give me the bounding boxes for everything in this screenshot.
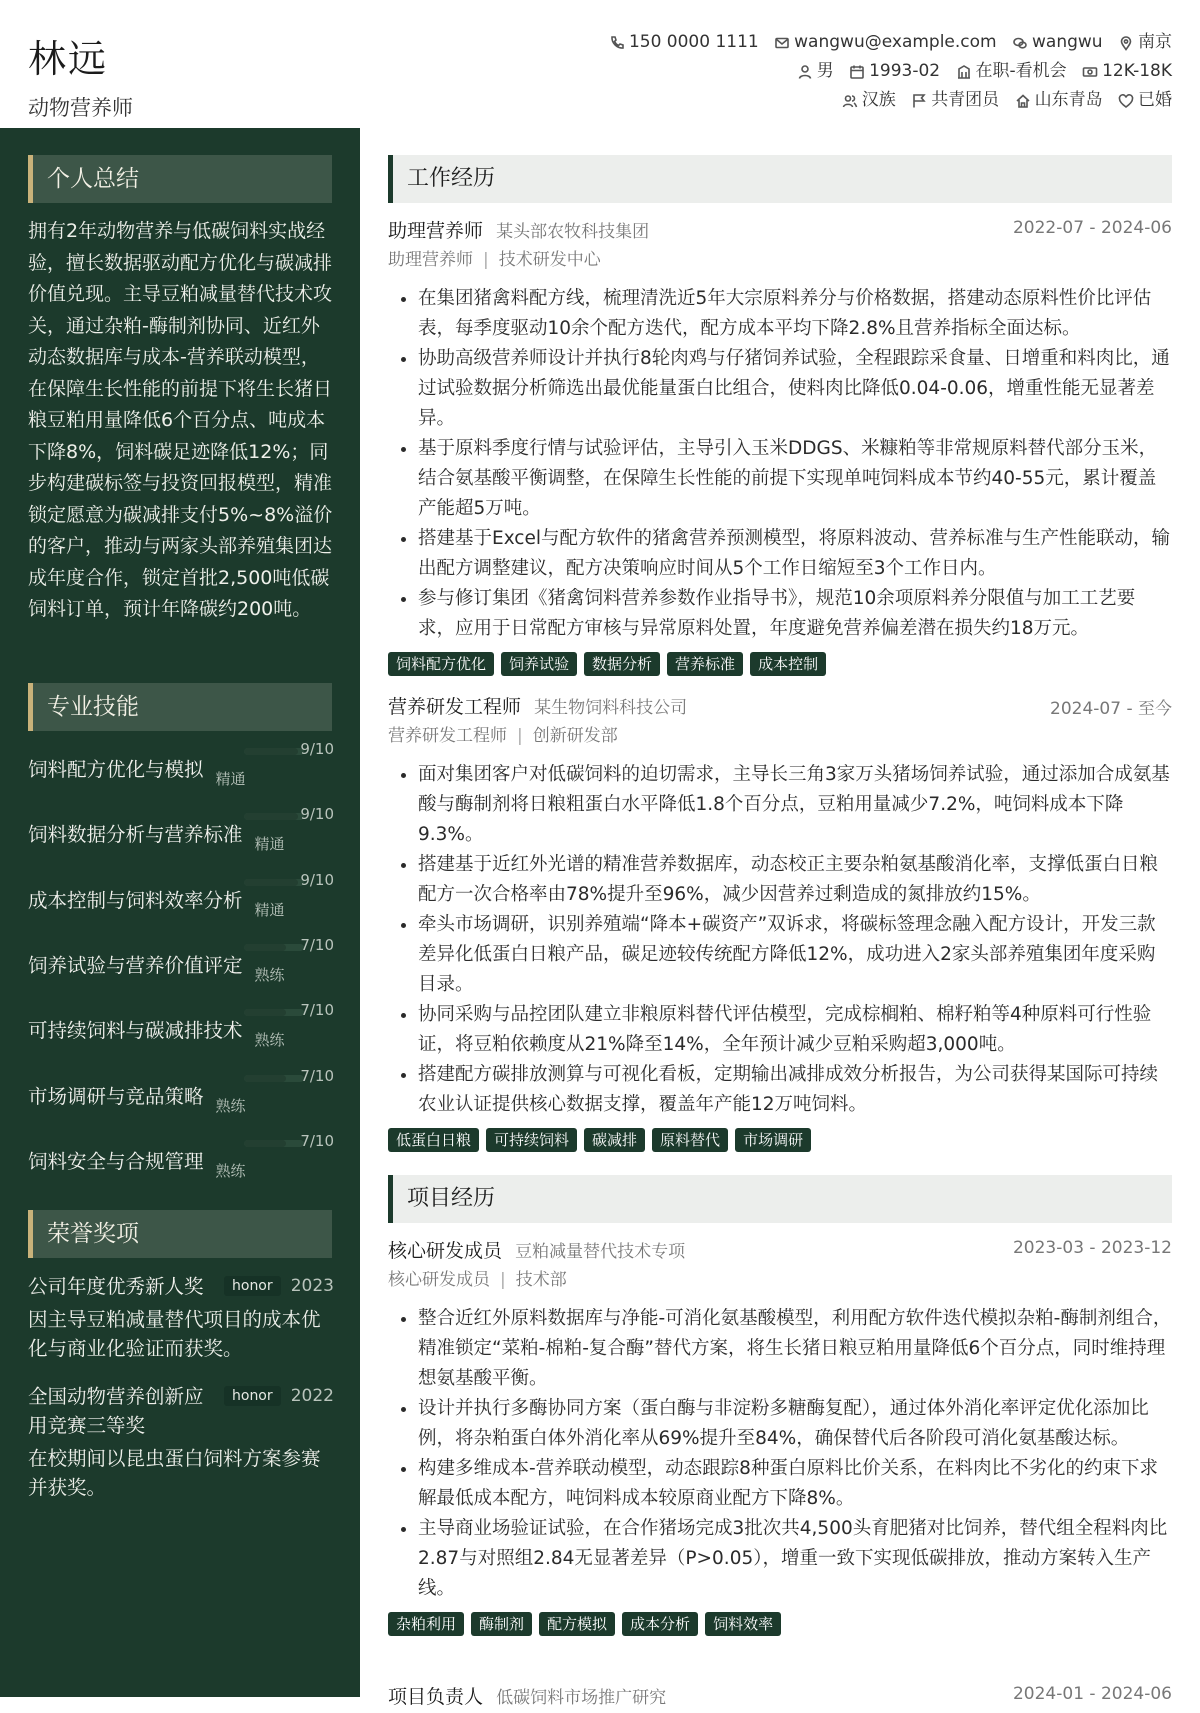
job-bullets bbox=[388, 284, 1172, 644]
tag-list bbox=[388, 652, 1172, 676]
skill-bar bbox=[244, 1009, 304, 1016]
job-company: 某生物饲料科技公司 bbox=[534, 698, 688, 718]
project-date: 2023-03 - 2023-12 bbox=[1012, 1238, 1172, 1258]
wechat-icon bbox=[1012, 35, 1028, 51]
tag: 数据分析 bbox=[584, 652, 660, 676]
project-bullets bbox=[388, 1304, 1172, 1604]
honor-desc: 因主导豆粕减量替代项目的成本优化与商业化验证而获奖。 bbox=[28, 1308, 321, 1360]
skill-item bbox=[28, 740, 334, 800]
sidebar bbox=[0, 128, 360, 1697]
tag: 原料替代 bbox=[652, 1128, 728, 1152]
bullet-item: • 参与修订集团《猪禽饲料营养参数作业指导书》，规范10余项原料养分限值与加工工艺要求，应用于日常配方审核与异常原料处置，年度避免营养偏差潜在损失约18万元。 bbox=[418, 584, 1172, 644]
tag-list bbox=[388, 1612, 1172, 1636]
skill-level: 熟练 bbox=[215, 1096, 246, 1115]
skill-score: 9/10 bbox=[300, 740, 334, 758]
tag: 成本分析 bbox=[622, 1612, 698, 1636]
tag: 饲料配方优化 bbox=[388, 652, 494, 676]
tag: 酶制剂 bbox=[471, 1612, 532, 1636]
bullet-item: • 协助高级营养师设计并执行8轮肉鸡与仔猪饲养试验，全程跟踪采食量、日增重和料肉比，通过试验数据分析筛选出最优能量蛋白比组合，使料肉比降低0.04-0.06，增重性能无显著差异。 bbox=[418, 344, 1172, 434]
job-header bbox=[388, 692, 1172, 723]
honor-badge: honor bbox=[224, 1386, 281, 1406]
bullet-item: • 牵头市场调研，识别养殖端“降本+碳资产”双诉求，将碳标签理念融入配方设计，开发三款差异化低蛋白日粮产品，碳足迹较传统配方降低12%，成功进入2家头部养殖集团年度采购目录。 bbox=[418, 910, 1172, 1000]
skill-bar bbox=[244, 1075, 304, 1082]
marital-item: 已婚 bbox=[1118, 86, 1172, 115]
job-header bbox=[388, 216, 1172, 247]
bullet-item: • 搭建基于近红外光谱的精准营养数据库，动态校正主要杂粕氨基酸消化率，支撑低蛋白日粮配方一次合格率由78%提升至96%，减少因营养过剩造成的氮排放约15%。 bbox=[418, 850, 1172, 910]
bullet-item: • 基于原料季度行情与试验评估，主导引入玉米DDGS、米糠粕等非常规原料替代部分玉米，结合氨基酸平衡调整，在保障生长性能的前提下实现单吨饲料成本节约40-55元，累计覆盖产能超5万吨。 bbox=[418, 434, 1172, 524]
tag: 饲养试验 bbox=[501, 652, 577, 676]
skill-bar-fill bbox=[244, 748, 298, 755]
money-icon bbox=[1082, 64, 1098, 80]
bullet-item: • 主导商业场验证试验，在合作猪场完成3批次共4,500头育肥猪对比饲养，替代组全程料肉比2.87与对照组2.84无显著差异（P>0.05），增重一致下实现低碳排放，推动方案转入生产线。 bbox=[418, 1514, 1172, 1604]
honor-desc: 在校期间以昆虫蛋白饲料方案参赛并获奖。 bbox=[28, 1447, 321, 1499]
wechat-item: wangwu bbox=[1012, 28, 1103, 57]
project-role: 核心研发成员 bbox=[388, 1240, 503, 1262]
flag-icon bbox=[911, 93, 927, 109]
separator: | bbox=[483, 250, 489, 270]
project-section-title: 项目经历 bbox=[388, 1175, 1172, 1223]
status-item: 在职-看机会 bbox=[956, 57, 1067, 86]
skill-level: 精通 bbox=[254, 900, 285, 919]
tag: 配方模拟 bbox=[539, 1612, 615, 1636]
skill-bar-fill bbox=[244, 1009, 286, 1016]
project-name: 豆粕减量替代技术专项 bbox=[515, 1242, 686, 1262]
skill-name: 饲养试验与营养价值评定 bbox=[28, 953, 243, 977]
job-subtitle bbox=[388, 723, 1172, 754]
job-company: 某头部农牧科技集团 bbox=[496, 222, 650, 242]
job-title: 助理营养师 bbox=[388, 220, 484, 242]
honor-title: 公司年度优秀新人奖 bbox=[28, 1275, 204, 1298]
skill-name: 饲料数据分析与营养标准 bbox=[28, 823, 243, 847]
job-date: 2022-07 - 2024-06 bbox=[1012, 218, 1172, 238]
resume-header bbox=[0, 0, 1200, 128]
bullet-item: • 协同采购与品控团队建立非粮原料替代评估模型，完成棕榈粕、棉籽粕等4种原料可行性验证，将豆粕依赖度从21%降至14%，全年预计减少豆粕采购超3,000吨。 bbox=[418, 1000, 1172, 1060]
tag: 饲料效率 bbox=[705, 1612, 781, 1636]
honor-year: 2022 bbox=[290, 1386, 334, 1406]
calendar-icon bbox=[849, 64, 865, 80]
email-item: wangwu@example.com bbox=[774, 28, 996, 57]
skill-item bbox=[28, 936, 334, 996]
skill-name: 可持续饲料与碳减排技术 bbox=[28, 1019, 243, 1043]
skill-level: 熟练 bbox=[254, 965, 285, 984]
skill-item bbox=[28, 1067, 334, 1127]
ethnicity-item: 汉族 bbox=[842, 86, 896, 115]
skill-level: 熟练 bbox=[215, 1161, 246, 1180]
honor-badge: honor bbox=[224, 1276, 281, 1296]
tag: 成本控制 bbox=[750, 652, 826, 676]
tag-list bbox=[388, 1128, 1172, 1152]
job-dept: 技术研发中心 bbox=[498, 250, 601, 270]
skill-name: 饲料配方优化与模拟 bbox=[28, 758, 204, 781]
skill-item bbox=[28, 1001, 334, 1061]
bullet-item: • 在集团猪禽料配方线，梳理清洗近5年大宗原料养分与价格数据，搭建动态原料性价比评估表，每季度驱动10余个配方迭代，配方成本平均下降2.8%且营养指标全面达标。 bbox=[418, 284, 1172, 344]
skill-item bbox=[28, 871, 334, 931]
politics-item: 共青团员 bbox=[911, 86, 999, 115]
job-dept: 创新研发部 bbox=[532, 726, 618, 746]
skill-item bbox=[28, 1132, 334, 1192]
honor-year: 2023 bbox=[290, 1276, 334, 1296]
birth-item: 1993-02 bbox=[849, 57, 940, 86]
skill-bar-fill bbox=[244, 944, 286, 951]
job-entry bbox=[388, 692, 1172, 1152]
info-row-1 bbox=[599, 28, 1172, 57]
job-position: 营养研发工程师 bbox=[388, 726, 507, 746]
tag: 低蛋白日粮 bbox=[388, 1128, 479, 1152]
bullet-item: • 设计并执行多酶协同方案（蛋白酶与非淀粉多糖酶复配），通过体外消化率评定优化添加比例，将杂粕蛋白体外消化率从69%提升至84%，确保替代后各阶段可消化氨基酸达标。 bbox=[418, 1394, 1172, 1454]
honor-item bbox=[28, 1272, 334, 1363]
salary-item: 12K-18K bbox=[1082, 57, 1172, 86]
skill-score: 7/10 bbox=[300, 1131, 334, 1150]
skill-level: 精通 bbox=[215, 770, 246, 788]
project-date: 2024-01 - 2024-06 bbox=[1012, 1684, 1172, 1704]
skill-bar bbox=[244, 1140, 304, 1147]
hometown-item: 山东青岛 bbox=[1015, 86, 1103, 115]
bullet-item: • 搭建配方碳排放测算与可视化看板，定期输出减排成效分析报告，为公司获得某国际可持续农业认证提供核心数据支撑，覆盖年产能12万吨饲料。 bbox=[418, 1060, 1172, 1120]
project-header bbox=[388, 1682, 1172, 1713]
bullet-item: • 搭建基于Excel与配方软件的猪禽营养预测模型，将原料波动、营养标准与生产性能联动，输出配方调整建议，配方决策响应时间从5个工作日缩短至3个工作日内。 bbox=[418, 524, 1172, 584]
skill-score: 7/10 bbox=[300, 935, 334, 954]
person-icon bbox=[797, 64, 813, 80]
summary-text: 拥有2年动物营养与低碳饲料实战经验，擅长数据驱动配方优化与碳减排价值兑现。主导豆粕减量替代技术攻关，通过杂粕-酶制剂协同、近红外动态数据库与成本-营养联动模型，在保障生长性能的前提下将生长猪日粮豆粕用量降低6个百分点、吨成本下降8%，饲料碳足迹降低12%；同步构建碳标签与投资回报模型，精准锁定愿意为碳减排支付5%~8%溢价的客户，推动与两家头部养殖集团达成年度合作，锁定首批2,500吨低碳饲料订单，预计年降碳约200吨。 bbox=[28, 220, 333, 620]
phone-icon bbox=[609, 35, 625, 51]
project-role: 项目负责人 bbox=[388, 1686, 484, 1708]
job-title: 营养研发工程师 bbox=[388, 696, 522, 718]
project-header bbox=[388, 1236, 1172, 1267]
skill-item bbox=[28, 805, 334, 865]
honors-section-title: 荣誉奖项 bbox=[28, 1210, 332, 1258]
tag: 杂粕利用 bbox=[388, 1612, 464, 1636]
info-row-3 bbox=[599, 86, 1172, 115]
skill-score: 9/10 bbox=[300, 805, 334, 824]
skill-bar bbox=[244, 748, 304, 755]
skill-bar-fill bbox=[244, 813, 298, 820]
summary-section-title: 个人总结 bbox=[28, 155, 332, 203]
job-entry bbox=[388, 216, 1172, 676]
skill-level: 精通 bbox=[254, 835, 285, 854]
job-bullets bbox=[388, 760, 1172, 1120]
bullet-item: • 构建多维成本-营养联动模型，动态跟踪8种蛋白原料比价关系，在料肉比不劣化的约束下求解最低成本配方，吨饲料成本较原商业配方下降8%。 bbox=[418, 1454, 1172, 1514]
contact-info bbox=[599, 28, 1172, 115]
tag: 可持续饲料 bbox=[486, 1128, 577, 1152]
candidate-name: 林远 bbox=[28, 37, 109, 81]
job-position: 助理营养师 bbox=[388, 250, 473, 270]
mail-icon bbox=[774, 35, 790, 51]
city-item: 南京 bbox=[1118, 28, 1172, 57]
home-icon bbox=[1015, 93, 1031, 109]
honor-title: 全国动物营养创新应用竞赛三等奖 bbox=[28, 1385, 204, 1437]
bullet-item: • 整合近红外原料数据库与净能-可消化氨基酸模型，利用配方软件迭代模拟杂粕-酶制剂组合，精准锁定“菜粕-棉粕-复合酶”替代方案，将生长猪日粮豆粕用量降低6个百分点，同时维持理想氨基酸平衡。 bbox=[418, 1304, 1172, 1394]
project-entry bbox=[388, 1682, 1172, 1713]
location-icon bbox=[1118, 35, 1134, 51]
building-icon bbox=[956, 64, 972, 80]
skill-level: 熟练 bbox=[254, 1031, 285, 1050]
group-icon bbox=[842, 93, 858, 109]
tag: 碳减排 bbox=[584, 1128, 645, 1152]
tag: 市场调研 bbox=[735, 1128, 811, 1152]
tag: 营养标准 bbox=[667, 652, 743, 676]
skill-bar-fill bbox=[244, 879, 298, 886]
project-name: 低碳饲料市场推广研究 bbox=[496, 1688, 667, 1708]
job-subtitle bbox=[388, 247, 1172, 278]
gender-item: 男 bbox=[797, 57, 834, 86]
skills-section-title: 专业技能 bbox=[28, 683, 332, 731]
separator: | bbox=[500, 1270, 506, 1290]
candidate-role: 动物营养师 bbox=[28, 96, 133, 120]
project-position: 核心研发成员 bbox=[388, 1270, 490, 1290]
info-row-2 bbox=[599, 57, 1172, 86]
job-date: 2024-07 - 至今 bbox=[1050, 699, 1172, 719]
skill-name: 市场调研与竞品策略 bbox=[28, 1084, 204, 1108]
skill-name: 成本控制与饲料效率分析 bbox=[28, 888, 243, 912]
skill-bar bbox=[244, 813, 304, 820]
project-entry bbox=[388, 1236, 1172, 1636]
skill-score: 7/10 bbox=[300, 1001, 334, 1020]
work-section-title: 工作经历 bbox=[388, 155, 1172, 203]
separator: | bbox=[517, 726, 523, 746]
honor-item bbox=[28, 1382, 334, 1502]
skill-name: 饲料安全与合规管理 bbox=[28, 1149, 204, 1173]
bullet-item: • 面对集团客户对低碳饲料的迫切需求，主导长三角3家万头猪场饲养试验，通过添加合成氨基酸与酶制剂将日粮粗蛋白水平降低1.8个百分点，豆粕用量减少7.2%，吨饲料成本下降9.3%。 bbox=[418, 760, 1172, 850]
project-subtitle bbox=[388, 1267, 1172, 1298]
skill-bar bbox=[244, 879, 304, 886]
skill-bar-fill bbox=[244, 1075, 286, 1082]
heart-icon bbox=[1118, 93, 1134, 109]
skill-score: 9/10 bbox=[300, 870, 334, 889]
skill-bar bbox=[244, 944, 304, 951]
skill-score: 7/10 bbox=[300, 1066, 334, 1085]
phone-item: 150 0000 1111 bbox=[609, 28, 759, 57]
skill-bar-fill bbox=[244, 1140, 286, 1147]
project-dept: 技术部 bbox=[515, 1270, 567, 1290]
